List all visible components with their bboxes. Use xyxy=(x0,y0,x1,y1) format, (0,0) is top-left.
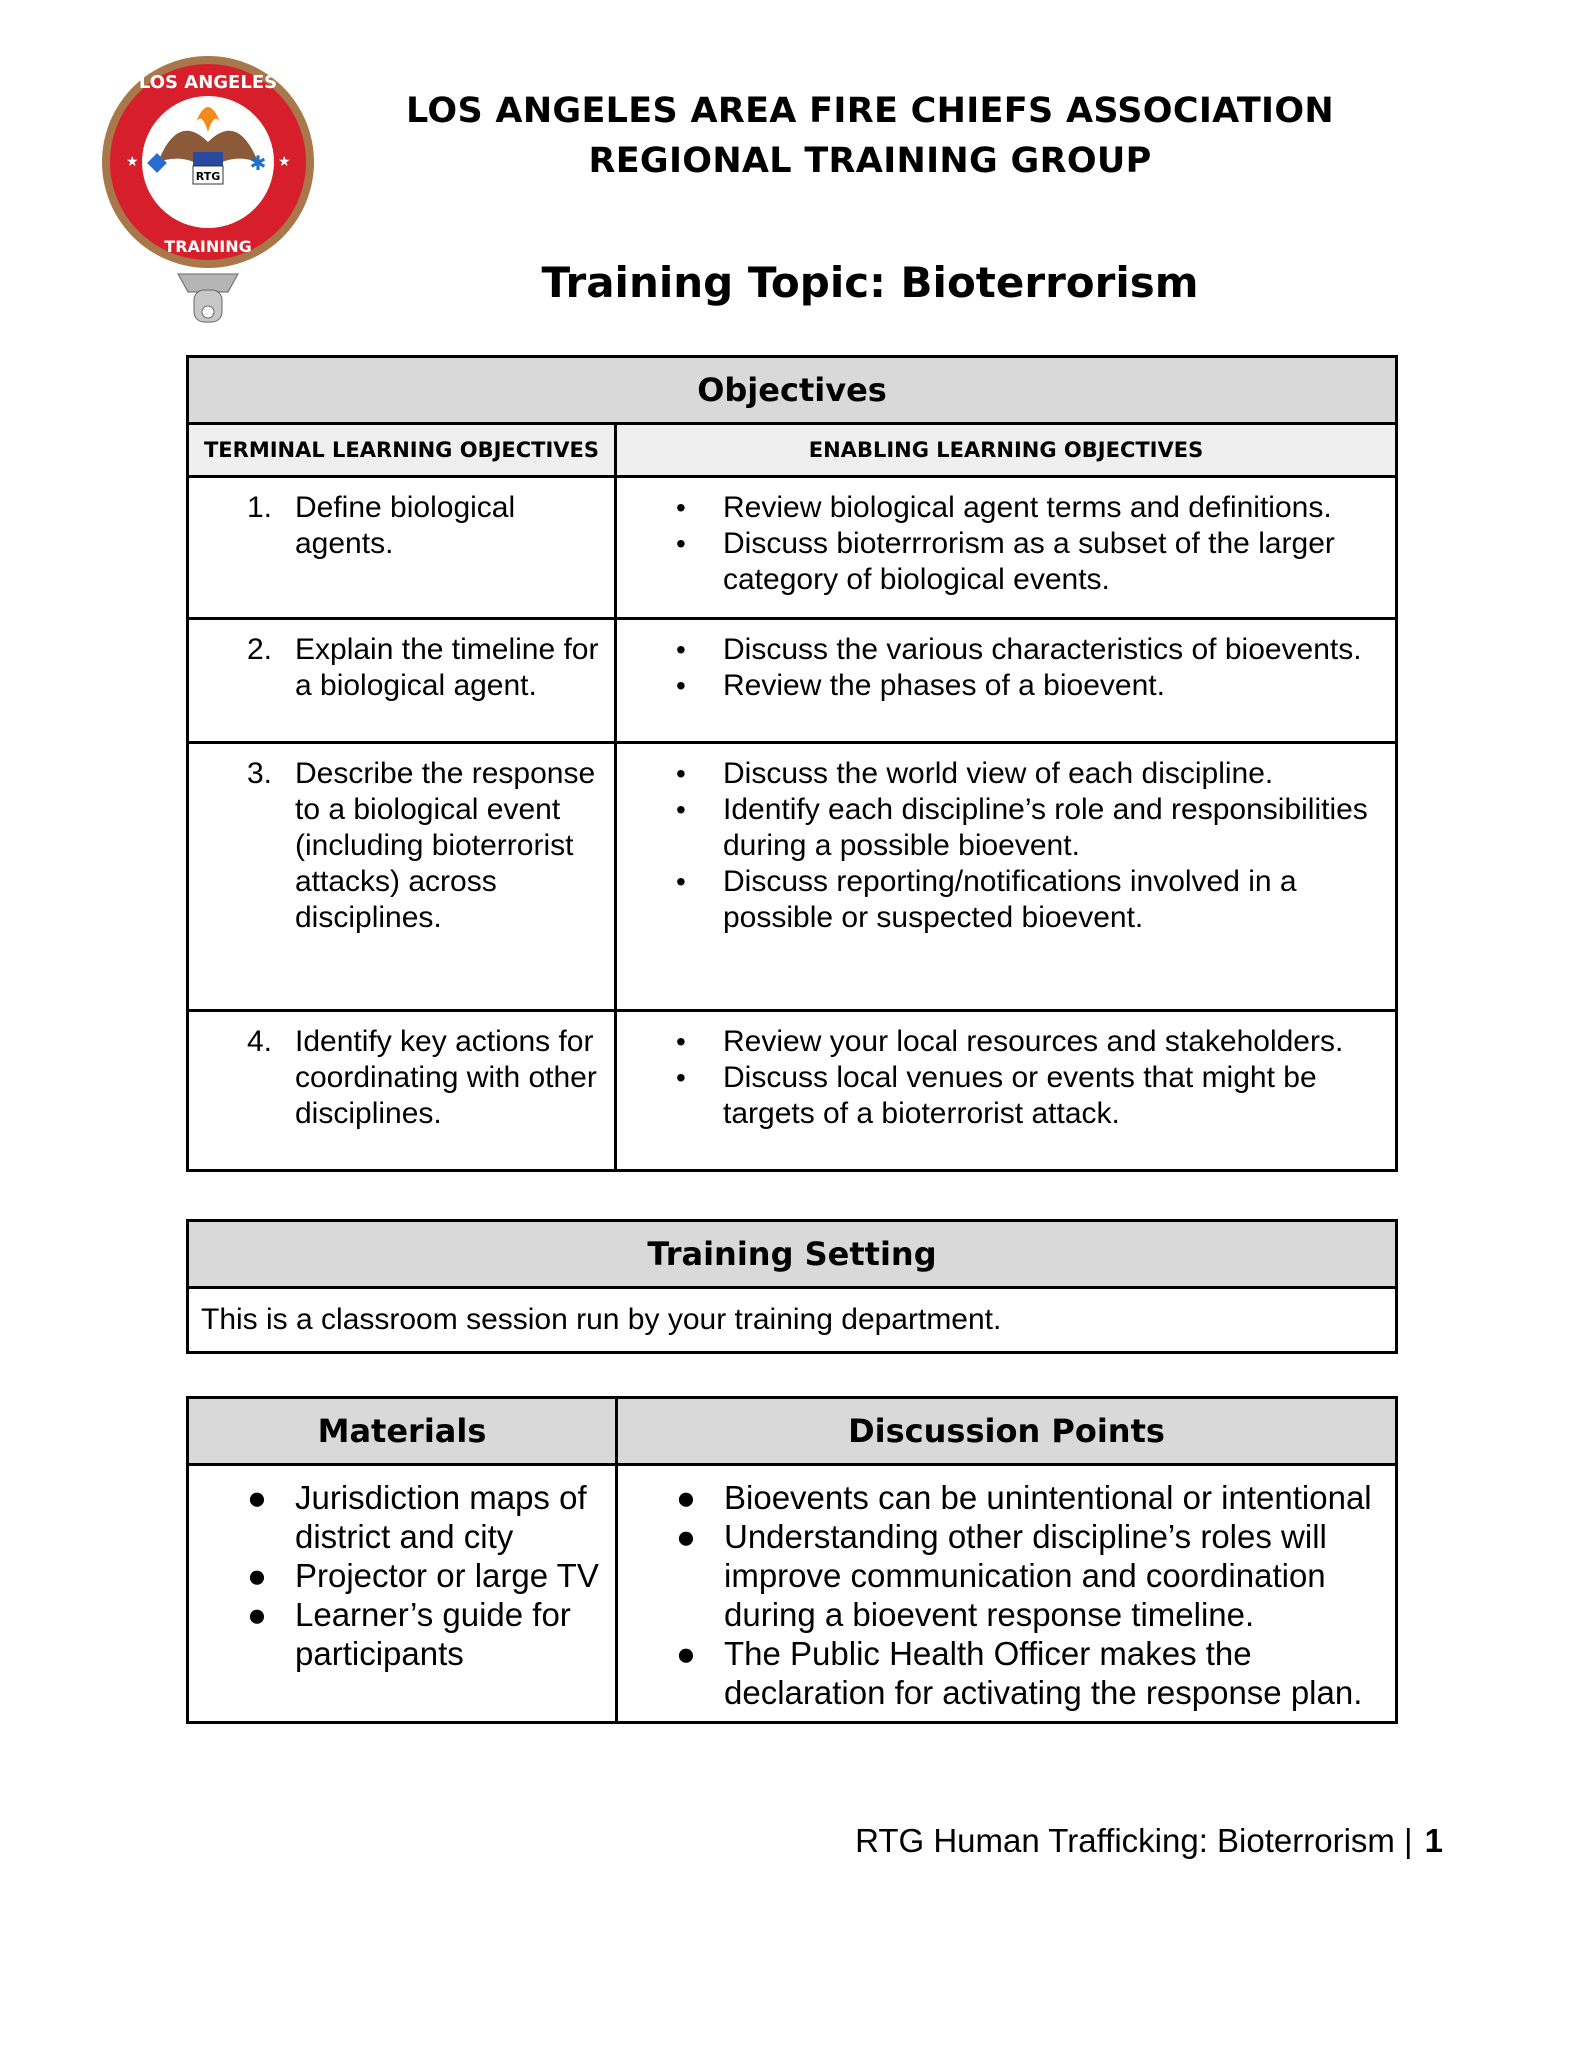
material-item: ● Learner’s guide for participants xyxy=(247,1596,571,1672)
page-footer xyxy=(855,1822,1443,1860)
enabling-objective: • Identify each discipline’s role and responsibilities during a possible bioevent. xyxy=(676,793,1368,862)
terminal-objectives-header: TERMINAL LEARNING OBJECTIVES xyxy=(188,424,616,477)
enabling-objective-text: Review biological agent terms and definitions. xyxy=(723,491,1332,524)
objective-row xyxy=(188,619,1397,743)
discussion-text: Understanding other discipline’s roles will improve communication and coordination during a bioevent response timeline. xyxy=(724,1518,1327,1633)
material-text: Learner’s guide for participants xyxy=(295,1596,571,1672)
terminal-objective xyxy=(189,490,604,562)
organization-title xyxy=(380,86,1360,186)
enabling-objective: • Review your local resources and stakeholders. xyxy=(676,1025,1344,1058)
footer-text: RTG Human Trafficking: Bioterrorism | xyxy=(855,1822,1413,1859)
objectives-title: Objectives xyxy=(188,357,1397,424)
enabling-objective-text: Review the phases of a bioevent. xyxy=(723,669,1165,702)
terminal-objective xyxy=(189,1024,604,1132)
org-line-2: REGIONAL TRAINING GROUP xyxy=(588,141,1152,181)
svg-text:LOS ANGELES: LOS ANGELES xyxy=(138,72,278,93)
enabling-objective-text: Discuss the various characteristics of bioevents. xyxy=(723,633,1362,666)
material-item: ● Projector or large TV xyxy=(247,1557,599,1594)
rtg-logo xyxy=(98,52,318,334)
item-number: 1. xyxy=(247,491,273,524)
material-text: Projector or large TV xyxy=(295,1557,599,1594)
terminal-objective-text: Identify key actions for coordinating with other disciplines. xyxy=(295,1025,597,1130)
enabling-objectives-header: ENABLING LEARNING OBJECTIVES xyxy=(616,424,1397,477)
discussion-item: ● Understanding other discipline’s roles will improve communication and coordination during a bioevent response timeline. xyxy=(676,1518,1327,1633)
discussion-item: ● Bioevents can be unintentional or intentional xyxy=(676,1479,1372,1516)
training-setting-title: Training Setting xyxy=(188,1221,1397,1288)
material-text: Jurisdiction maps of district and city xyxy=(295,1479,587,1555)
enabling-objective-text: Discuss the world view of each discipline. xyxy=(723,757,1274,790)
enabling-objective: • Review biological agent terms and definitions. xyxy=(676,491,1332,524)
item-number: 3. xyxy=(247,757,273,790)
training-setting-table xyxy=(186,1219,1398,1354)
svg-text:★: ★ xyxy=(126,153,139,169)
org-line-1: LOS ANGELES AREA FIRE CHIEFS ASSOCIATION xyxy=(406,91,1334,131)
enabling-objective-text: Identify each discipline’s role and responsibilities during a possible bioevent. xyxy=(723,793,1368,862)
enabling-objective: • Discuss reporting/notifications involved in a possible or suspected bioevent. xyxy=(676,865,1297,934)
discussion-text: The Public Health Officer makes the declaration for activating the response plan. xyxy=(724,1635,1363,1711)
svg-text:RTG: RTG xyxy=(195,170,221,183)
page-number: 1 xyxy=(1424,1822,1443,1859)
objective-row xyxy=(188,743,1397,1011)
objectives-table xyxy=(186,355,1398,1172)
terminal-objective-text: Explain the timeline for a biological agent. xyxy=(295,633,599,702)
enabling-objective: • Discuss bioterrrorism as a subset of the larger category of biological events. xyxy=(676,527,1335,596)
training-topic: Training Topic: Bioterrorism xyxy=(541,258,1199,307)
item-number: 4. xyxy=(247,1025,273,1058)
terminal-objective-text: Describe the response to a biological event (including bioterrorist attacks) across disciplines. xyxy=(295,757,596,934)
enabling-objective-text: Discuss reporting/notifications involved in a possible or suspected bioevent. xyxy=(723,865,1297,934)
item-number: 2. xyxy=(247,633,273,666)
svg-text:✱: ✱ xyxy=(249,153,267,175)
enabling-objective-text: Discuss local venues or events that might be targets of a bioterrorist attack. xyxy=(723,1061,1317,1130)
svg-text:TRAINING: TRAINING xyxy=(164,237,252,256)
enabling-objective: • Discuss the world view of each discipline. xyxy=(676,757,1274,790)
enabling-objective: • Discuss the various characteristics of bioevents. xyxy=(676,633,1362,666)
enabling-objective: • Review the phases of a bioevent. xyxy=(676,669,1165,702)
enabling-objective-text: Discuss bioterrrorism as a subset of the larger category of biological events. xyxy=(723,527,1335,596)
training-setting-text: This is a classroom session run by your training department. xyxy=(188,1288,1397,1353)
discussion-item: ● The Public Health Officer makes the declaration for activating the response plan. xyxy=(676,1635,1363,1711)
terminal-objective xyxy=(189,632,604,704)
terminal-objective-text: Define biological agents. xyxy=(295,491,516,560)
material-item: ● Jurisdiction maps of district and city xyxy=(247,1479,587,1555)
svg-text:★: ★ xyxy=(278,153,291,169)
discussion-points-title: Discussion Points xyxy=(617,1398,1397,1465)
materials-title: Materials xyxy=(188,1398,617,1465)
objective-row xyxy=(188,1011,1397,1171)
discussion-text: Bioevents can be unintentional or intentional xyxy=(724,1479,1372,1516)
enabling-objective: • Discuss local venues or events that might be targets of a bioterrorist attack. xyxy=(676,1061,1317,1130)
enabling-objective-text: Review your local resources and stakeholders. xyxy=(723,1025,1344,1058)
terminal-objective xyxy=(189,756,604,936)
objective-row xyxy=(188,477,1397,619)
materials-discussion-table xyxy=(186,1396,1398,1724)
